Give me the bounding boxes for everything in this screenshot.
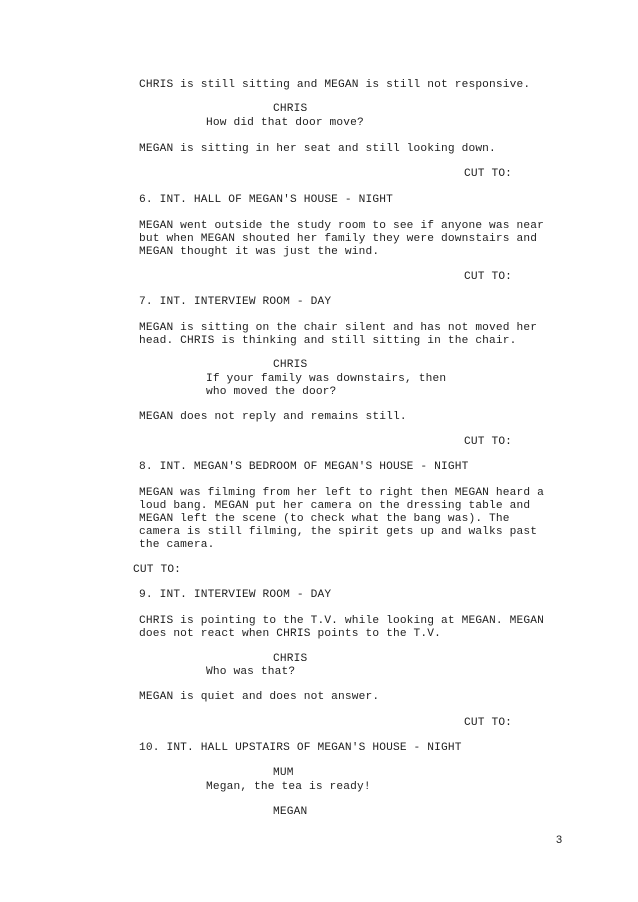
dialogue-line: Who was that?: [206, 666, 296, 678]
action-line: camera is still filming, the spirit gets up and walks past: [139, 526, 538, 538]
dialogue-line: How did that door move?: [206, 117, 364, 129]
action-line: does not react when CHRIS points to the T.V.: [139, 628, 441, 640]
scene-heading: 8. INT. MEGAN'S BEDROOM OF MEGAN'S HOUSE - NIGHT: [139, 461, 469, 473]
transition: CUT TO:: [464, 717, 513, 729]
action-line: CHRIS is still sitting and MEGAN is still not responsive.: [139, 79, 531, 91]
action-line: MEGAN thought it was just the wind.: [139, 246, 380, 258]
dialogue-line: If your family was downstairs, then: [206, 373, 447, 385]
character-name: CHRIS: [273, 103, 308, 115]
action-line: loud bang. MEGAN put her camera on the dressing table and: [139, 500, 531, 512]
action-line: MEGAN was filming from her left to right then MEGAN heard a: [139, 487, 544, 499]
character-name: MUM: [273, 767, 294, 779]
action-line: but when MEGAN shouted her family they were downstairs and: [139, 233, 538, 245]
scene-heading: 7. INT. INTERVIEW ROOM - DAY: [139, 296, 332, 308]
character-name: MEGAN: [273, 806, 308, 818]
transition: CUT TO:: [133, 564, 182, 576]
character-name: CHRIS: [273, 653, 308, 665]
character-name: CHRIS: [273, 359, 308, 371]
action-line: head. CHRIS is thinking and still sitting in the chair.: [139, 335, 517, 347]
scene-heading: 9. INT. INTERVIEW ROOM - DAY: [139, 589, 332, 601]
action-line: MEGAN is sitting in her seat and still looking down.: [139, 143, 496, 155]
action-line: CHRIS is pointing to the T.V. while looking at MEGAN. MEGAN: [139, 615, 544, 627]
scene-heading: 6. INT. HALL OF MEGAN'S HOUSE - NIGHT: [139, 194, 393, 206]
scene-heading: 10. INT. HALL UPSTAIRS OF MEGAN'S HOUSE - NIGHT: [139, 742, 462, 754]
dialogue-line: Megan, the tea is ready!: [206, 781, 371, 793]
action-line: MEGAN went outside the study room to see if anyone was near: [139, 220, 544, 232]
transition: CUT TO:: [464, 271, 513, 283]
action-line: MEGAN is quiet and does not answer.: [139, 691, 380, 703]
transition: CUT TO:: [464, 168, 513, 180]
dialogue-line: who moved the door?: [206, 386, 337, 398]
transition: CUT TO:: [464, 436, 513, 448]
page-number: 3: [556, 834, 563, 846]
action-line: MEGAN is sitting on the chair silent and has not moved her: [139, 322, 538, 334]
action-line: the camera.: [139, 539, 215, 551]
action-line: MEGAN does not reply and remains still.: [139, 411, 407, 423]
action-line: MEGAN left the scene (to check what the bang was). The: [139, 513, 510, 525]
